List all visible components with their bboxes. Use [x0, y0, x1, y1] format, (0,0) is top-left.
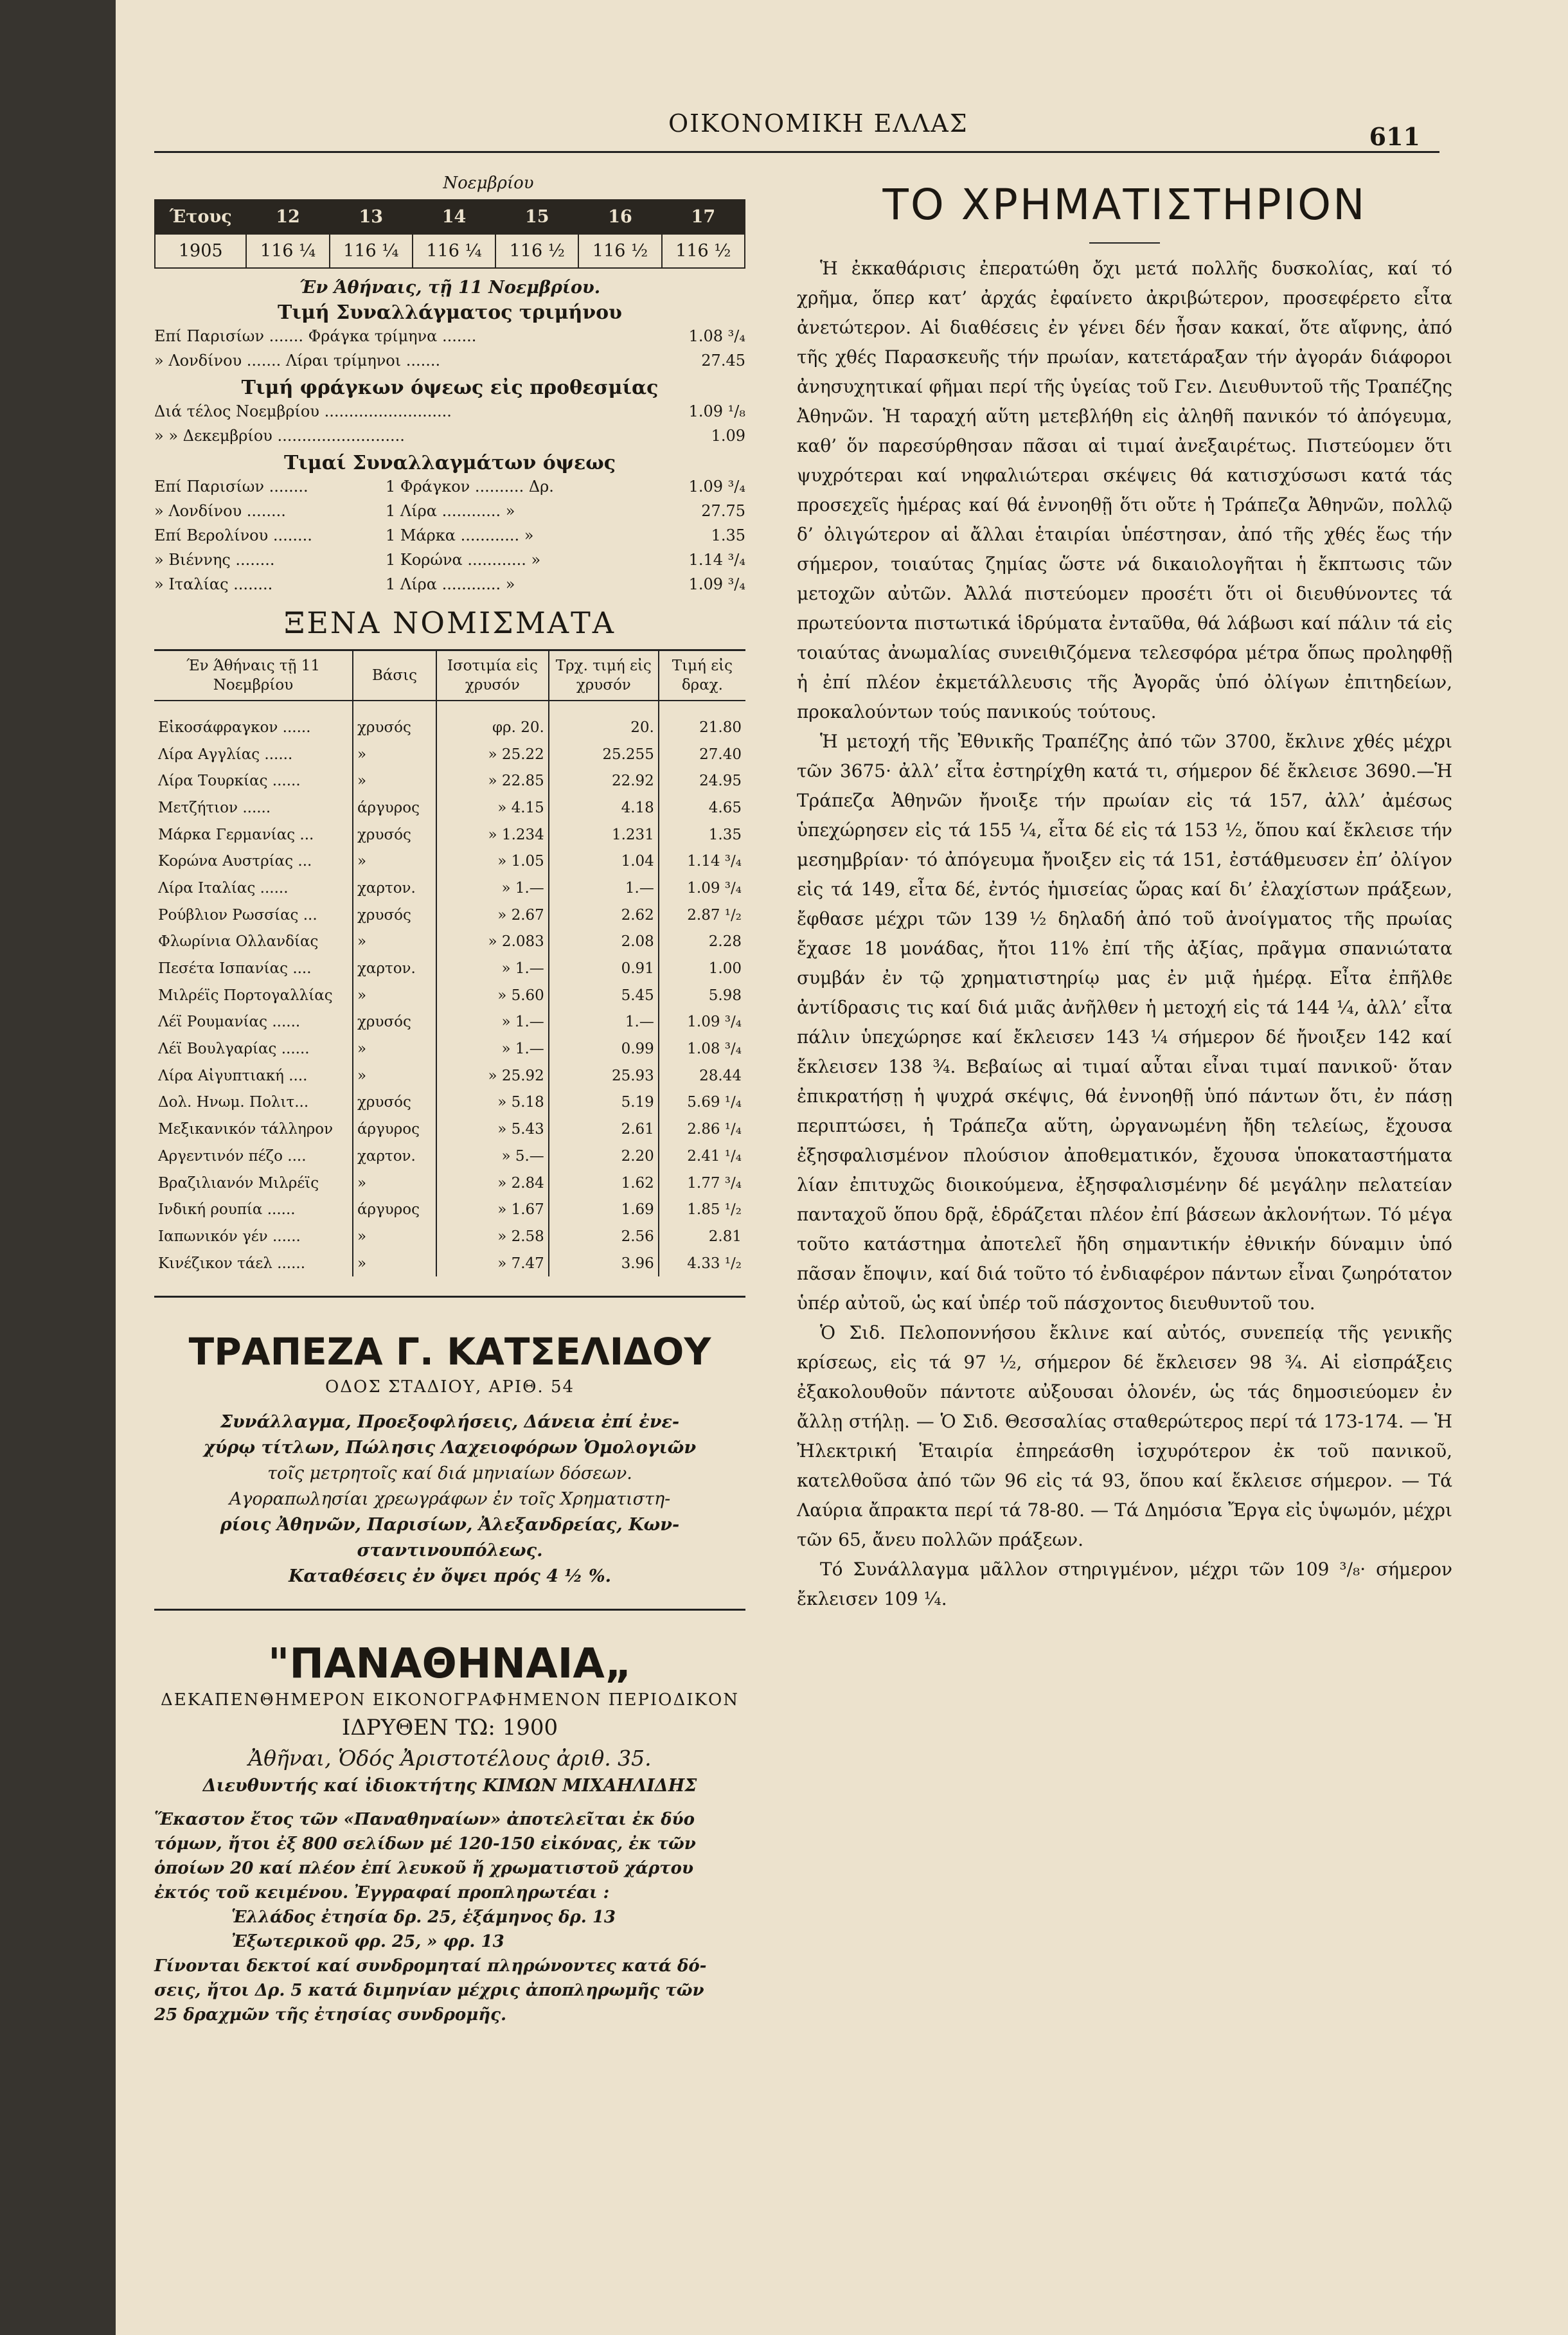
table-cell: 2.87 ¹/₂	[659, 902, 745, 929]
table-cell: »	[353, 1223, 436, 1250]
table-cell: Μάρκα Γερμανίας ...	[158, 826, 314, 843]
table-row	[154, 767, 745, 794]
ad-text-line: Ἕκαστον ἔτος τῶν «Παναθηναίων» ἀποτελεῖται ἐκ δύο	[154, 1810, 695, 1830]
rate-label: » » Δεκεμβρίου ..........................	[154, 427, 405, 445]
table-cell: Πεσέτα Ισπανίας ....	[158, 960, 312, 978]
table-cell: χαρτον.	[353, 1143, 436, 1170]
table-cell: » 1.67	[436, 1196, 549, 1223]
table-cell: Λίρα Τουρκίας ......	[158, 773, 301, 790]
table-cell: 2.62	[549, 902, 659, 929]
header-cell: 12	[246, 200, 329, 234]
table-cell: » 1.05	[436, 848, 549, 875]
table-cell: 1.62	[549, 1170, 659, 1197]
ad-text-line: Καταθέσεις ἐν ὄψει πρός 4 ½ %.	[288, 1566, 612, 1587]
table-cell: » 5.18	[436, 1089, 549, 1116]
table-row	[154, 875, 745, 902]
article-paragraph: Ἡ ἐκκαθάρισις ἐπερατώθη ὄχι μετά πολλῆς δυσκολίας, καί τό χρῆμα, ὅπερ κατ’ ἀρχάς ἐφαίνετο ἀκριβώτερον, προσεφέρετο εἶτα ἀνετώτερον. Αἱ διαθέσεις ἐν γένει δέν ἦσαν κακαί, ὅτε αἴφνης, ἀπό τῆς χθές Παρασκευῆς τήν πρωίαν, κατετάραξαν τήν ἀγοράν διάφοροι ἀνησυχητικαί φῆμαι περί τῆς ὑγείας τοῦ Γεν. Διευθυντοῦ τῆς Τραπέζης Ἀθηνῶν. Ἡ ταραχή αὕτη μετεβλήθη εἰς ἀληθῆ πανικόν τό ἀπόγευμα, καθ’ ὅν παρεσύρθησαν πᾶσαι αἱ τιμαί ἀνεξαιρέτως. Πιστεύομεν ὅτι ψυχρότεραι καί νηφαλιώτεραι σκέψεις θά κατισχύσωσι κατά τάς προσεχεῖς ἡμέρας καί θά ἐννοηθῇ ὅτι οὔτε ἡ Τράπεζα Ἀθηνῶν, πολλῷ δ’ ὀλιγώτερον αἱ ἄλλαι ἑταιρίαι ὑπέστησαν, ἀπό τῆς χθές ἕως τήν σήμερον, τοιαύτας ζημίας ὥστε νά δικαιολογῆται ἡ ἔκπτωσις τῶν μετοχῶν αὐτῶν. Ἀλλά πιστεύομεν προσέτι ὅτι οἱ διευθύνοντες τά πρωτεύοντα πιστωτικά ἱδρύματα ἐνταῦθα, θά λάβωσι καί πάλιν τά εἰς τοιαύτας ἀνωμαλίας συνειθιζόμενα τελεσφόρα μέτρα ὅπως προληφθῇ ἡ ἐπί πλέον ἐκμετάλλευσις τῆς Ἀγορᾶς ὑπό ὀλίγων ἐπιτηδείων, προκαλούντων τούς πανικούς τούτους.	[797, 258, 1452, 722]
table-cell: 5.45	[549, 982, 659, 1009]
table-cell: Μιλρέϊς Πορτογαλλίας	[158, 987, 333, 1004]
panathinaia-body	[154, 1807, 745, 2027]
table-cell: 4.33 ¹/₂	[659, 1250, 745, 1277]
table-cell: » 7.47	[436, 1250, 549, 1277]
scan-border	[0, 0, 116, 2335]
article-title: ΤΟ ΧΡΗΜΑΤΙΣΤΗΡΙΟΝ	[882, 180, 1367, 229]
table-cell: 2.86 ¹/₄	[659, 1116, 745, 1143]
table-cell: 1.00	[659, 955, 745, 982]
right-column	[797, 174, 1452, 1614]
rate-label: » Λονδίνου ....... Λίραι τρίμηνοι .......	[154, 352, 441, 370]
ad-text-line: σταντινουπόλεως.	[357, 1541, 543, 1561]
list-item	[154, 548, 745, 572]
table-row	[154, 1143, 745, 1170]
divider	[154, 1609, 745, 1611]
table-cell: 4.18	[549, 794, 659, 821]
table-cell: 4.65	[659, 794, 745, 821]
table-cell: Δολ. Ηνωμ. Πολιτ...	[158, 1094, 309, 1111]
unit-label: 1 Λίρα ............ »	[386, 502, 515, 520]
table-row	[154, 1196, 745, 1223]
rate-label: Επί Παρισίων ....... Φράγκα τρίμηνα .......	[154, 327, 477, 345]
rate-value: 1.09 ³/₄	[688, 478, 745, 496]
table-cell: » 1.—	[436, 875, 549, 902]
ad-text-line: Ἑλλάδος ἐτησία δρ. 25, ἑξάμηνος δρ. 13	[231, 1908, 616, 1928]
article-paragraph: Ἡ μετοχή τῆς Ἐθνικῆς Τραπέζης ἀπό τῶν 3700, ἔκλινε χθές μέχρι τῶν 3675· ἀλλ’ εἶτα ἐστηρίχθη κατά τι, σήμερον δέ ἔκλεισε 3690.—Ἡ Τράπεζα Ἀθηνῶν ἤνοιξε τήν πρωίαν εἰς τά 157, ἀλλ’ ἀμέσως ὑπεχώρησεν εἰς τά 155 ¼, εἶτα δέ εἰς τά 153 ½, ὅπου καί ἔκλεισε τήν μεσημβρίαν· τό ἀπόγευμα ἤνοιξεν εἰς τά 151, ἐστάθμευσεν ἐπ’ ὀλίγον εἰς τά 149, εἶτα δέ, ἐντός ἡμισείας ὥρας καί δι’ ἐλαχίστων πράξεων, ἔφθασε μέχρι τῶν 139 ½ δηλαδή ἀπό τοῦ ἀνοίγματος τῆς πρωίας ἔχασε 18 μονάδας, ἤτοι 11% ἐπί τῆς ἀξίας, πρᾶγμα σπανιώτατα συμβάν ἐν τῷ χρηματιστηρίῳ μας ἐν μιᾷ ἡμέρᾳ. Εἶτα ἐπῆλθε ἀντίδρασις τις καί διά μιᾶς ἀνῆλθεν ἡ μετοχή εἰς τά 144 ¼, ἀλλ’ εἶτα πάλιν ὑπεχώρησε καί ἔκλεισεν 143 ¼ σήμερον δέ ἤνοιξεν 142 καί ἔκλεισεν 138 ¾. Βεβαίως αἱ τιμαί αὗται εἶναι τιμαί πανικοῦ· ὅταν ἐπικρατήσῃ ἡ ψυχρά σκέψις, θά ἐννοηθῇ ὑπό πάντων ὅτι, ἐν πάσῃ περιπτώσει, ἡ Τράπεζα αὕτη, ὠργανωμένη ἤδη τελείως, ἔχουσα ἐξησφαλισμένον πλούσιον ἀποθεματικόν, ἔχουσα ὑποκαταστήματα λίαν ἐπιτυχῶς διοικούμενα, ἐξησφαλισμένην δέ μεγάλην πελατείαν πανταχοῦ ὅπου δρᾷ, ἑδράζεται πλέον ἐπί βάσεων ἀκλονήτων. Τό μέγα τοῦτο κατάστημα ἀποτελεῖ ἤδη σημαντικήν ἐθνικήν δύναμιν ὑπό πᾶσαν ἔποψιν, καί διά τοῦτο τό ἐνδιαφέρον πάντων εἶναι ζωηρότατον ὑπέρ αὐτοῦ, ὡς καί ὑπέρ τοῦ πάσχοντος διευθυντοῦ του.	[797, 731, 1452, 1314]
foreign-currency-table	[154, 649, 745, 1276]
foreign-currency-title: ΞΕΝΑ ΝΟΜΙΣΜΑΤΑ	[283, 605, 616, 640]
table-cell: » 1.—	[436, 1035, 549, 1062]
table-cell: »	[353, 1035, 436, 1062]
table-row	[155, 234, 745, 268]
table-cell: 1.35	[659, 821, 745, 848]
table-cell: 2.20	[549, 1143, 659, 1170]
rate-value: 27.45	[701, 352, 745, 370]
header-cell: Έν Άθήναις τῇ 11 Νοεμβρίου	[154, 650, 353, 701]
rate-value: 27.75	[701, 502, 745, 520]
panathinaia-founded: ΙΔΡΥΘΕΝ ΤΩ: 1900	[341, 1715, 558, 1741]
table-cell: 5.69 ¹/₄	[659, 1089, 745, 1116]
table-cell: χρυσός	[353, 821, 436, 848]
header-cell: Έτους	[155, 200, 246, 234]
ad-text-line: Αγοραπωλησίαι χρεωγράφων ἐν τοῖς Χρηματιστη-	[229, 1489, 671, 1510]
table-row	[154, 1170, 745, 1197]
table-cell: Ρούβλιον Ρωσσίας ...	[158, 906, 317, 924]
header-cell: Βάσις	[353, 650, 436, 701]
table-cell: Μεξικανικόν τάλληρον	[158, 1121, 334, 1138]
table-cell: 1.04	[549, 848, 659, 875]
table-cell: 2.28	[659, 929, 745, 956]
table-row	[154, 821, 745, 848]
table-cell: »	[353, 1062, 436, 1089]
table-cell: 116 ¼	[246, 234, 329, 268]
table-cell: » 1.—	[436, 955, 549, 982]
table-cell: 28.44	[659, 1062, 745, 1089]
table-cell: » 2.67	[436, 902, 549, 929]
table-cell: 1.14 ³/₄	[659, 848, 745, 875]
table-cell: Ινδική ρουπία ......	[158, 1201, 296, 1219]
table-cell: χρυσός	[353, 1089, 436, 1116]
header-cell: 16	[578, 200, 661, 234]
table-row	[154, 929, 745, 956]
table-cell: » 2.083	[436, 929, 549, 956]
table-cell: Λέϊ Ρουμανίας ......	[158, 1014, 301, 1031]
table-cell: 1.231	[549, 821, 659, 848]
header-cell: Τιμή εἰς δραχ.	[659, 650, 745, 701]
table-cell: 1.69	[549, 1196, 659, 1223]
header-cell: 13	[330, 200, 413, 234]
city-label: » Βιέννης ........	[154, 551, 275, 569]
table-cell: χρυσός	[353, 902, 436, 929]
article-paragraph: Τό Συνάλλαγμα μᾶλλον στηριγμένον, μέχρι τῶν 109 ³/₈· σήμερον ἔκλεισεν 109 ¼.	[797, 1559, 1452, 1609]
table-cell: 5.19	[549, 1089, 659, 1116]
table-row	[154, 848, 745, 875]
table-cell: 21.80	[659, 701, 745, 741]
panathinaia-address: Ἀθῆναι, Ὁδός Ἀριστοτέλους ἀριθ. 35.	[248, 1746, 652, 1771]
table-cell: άργυρος	[353, 794, 436, 821]
unit-label: 1 Μάρκα ............ »	[386, 526, 534, 544]
list-item	[154, 523, 745, 548]
ad-text-line: Συνάλλαγμα, Προεξοφλήσεις, Δάνεια ἐπί ἐνε-	[220, 1412, 680, 1433]
table-cell: 116 ¼	[413, 234, 495, 268]
franc-sight-title: Τιμή φράγκων όψεως εἰς προθεσμίας	[241, 377, 659, 399]
table-cell: Λέϊ Βουλγαρίας ......	[158, 1041, 310, 1058]
table-cell: 1.—	[549, 1009, 659, 1036]
table-cell: άργυρος	[353, 1116, 436, 1143]
divider	[154, 1296, 745, 1298]
article-paragraph: Ὁ Σιδ. Πελοποννήσου ἔκλινε καί αὐτός, συνεπείᾳ τῆς γενικῆς κρίσεως, εἰς τά 97 ½, σήμερον δέ ἔκλεισεν 98 ¾. Αἱ εἰσπράξεις ἐξακολουθοῦν πάντοτε αὐξουσαι ὁλονέν, ὡς τάς δημοσιεύομεν ἐν ἄλλῃ στήλῃ. — Ὁ Σιδ. Θεσσαλίας σταθερώτερος περί τά 173-174. — Ἡ Ἠλεκτρική Ἑταιρία ἐπηρεάσθη ἰσχυρότερον ἐκ τοῦ πανικοῦ, κατελθοῦσα ἀπό τῶν 96 εἰς τά 93, ὅπου καί ἔκλεισε σήμερον. — Τά Λαύρια ἄπρακτα περί τά 78-80. — Τά Δημόσια Ἔργα εἰς ὑψωμόν, μέχρι τῶν 65, ἄνευ πολλῶν πράξεων.	[797, 1322, 1452, 1550]
rate-value: 1.35	[711, 526, 745, 544]
table-row	[154, 794, 745, 821]
foreign-currency-rows	[154, 701, 745, 1276]
table-cell: Φλωρίνια Ολλανδίας	[158, 933, 319, 951]
athens-dateline: Έν Άθήναις, τῇ 11 Νοεμβρίου.	[299, 278, 601, 298]
table-cell: χρυσός	[353, 701, 436, 741]
ad-text-line: ὁποίων 20 καί πλέον ἐπί λευκοῦ ἤ χρωματιστοῦ χάρτου	[154, 1859, 694, 1879]
table-cell: 3.96	[549, 1250, 659, 1277]
table-cell: 1.08 ³/₄	[659, 1035, 745, 1062]
header-cell: 17	[662, 200, 745, 234]
table-cell: 25.255	[549, 741, 659, 768]
header-cell: Ισοτιμία εἰς χρυσόν	[436, 650, 549, 701]
table-cell: Λίρα Αἰγυπτιακή ....	[158, 1067, 308, 1084]
panathinaia-director: Διευθυντής καί ἰδιοκτήτης ΚΙΜΩΝ ΜΙΧΑΗΛΙΔΗΣ	[202, 1776, 697, 1796]
table-cell: »	[353, 741, 436, 768]
panathinaia-subtitle: ΔΕΚΑΠΕΝΘΗΜΕΡΟΝ ΕΙΚΟΝΟΓΡΑΦΗΜΕΝΟΝ ΠΕΡΙΟΔΙΚΟΝ	[160, 1690, 740, 1710]
table-row	[154, 1116, 745, 1143]
table-cell: Λίρα Αγγλίας ......	[158, 746, 293, 763]
rate-label: Διά τέλος Νοεμβρίου ..........................	[154, 402, 452, 420]
rate-value: 1.09	[711, 427, 745, 445]
city-label: Επί Βερολίνου ........	[154, 526, 312, 544]
table-cell: » 1.—	[436, 1009, 549, 1036]
table-cell: »	[353, 767, 436, 794]
rates-month: Νοεμβρίου	[443, 174, 534, 193]
table-cell: 2.56	[549, 1223, 659, 1250]
bank-ad-address: ΟΔΟΣ ΣΤΑΔΙΟΥ, ΑΡΙΘ. 54	[325, 1377, 575, 1397]
table-cell: φρ. 20.	[436, 701, 549, 741]
table-cell: 116 ¼	[330, 234, 413, 268]
rate-value: 1.08 ³/₄	[688, 327, 745, 345]
table-row	[154, 1089, 745, 1116]
list-item	[154, 572, 745, 596]
table-row	[154, 1250, 745, 1277]
table-cell: άργυρος	[353, 1196, 436, 1223]
table-header-row	[155, 200, 745, 234]
page-number: 611	[1369, 122, 1420, 151]
table-cell: »	[353, 929, 436, 956]
table-cell: Βραζιλιανόν Μιλρέϊς	[158, 1174, 319, 1192]
list-item	[154, 324, 745, 348]
running-header	[129, 103, 1439, 161]
table-cell: 0.99	[549, 1035, 659, 1062]
table-cell: »	[353, 982, 436, 1009]
list-item	[154, 424, 745, 448]
table-cell: χρυσός	[353, 1009, 436, 1036]
table-cell: 22.92	[549, 767, 659, 794]
table-row	[154, 1223, 745, 1250]
header-rule	[154, 151, 1439, 153]
city-label: » Ιταλίας ........	[154, 575, 273, 593]
table-cell: 1.09 ³/₄	[659, 1009, 745, 1036]
table-cell: » 5.43	[436, 1116, 549, 1143]
table-cell: 24.95	[659, 767, 745, 794]
table-cell: 25.93	[549, 1062, 659, 1089]
table-row	[154, 1062, 745, 1089]
table-cell: 1.77 ³/₄	[659, 1170, 745, 1197]
table-cell: » 4.15	[436, 794, 549, 821]
ad-text-line: χύρῳ τίτλων, Πώλησις Λαχειοφόρων Ὁμολογιῶν	[203, 1438, 697, 1458]
list-item	[154, 474, 745, 499]
table-row	[154, 955, 745, 982]
table-cell: 2.41 ¹/₄	[659, 1143, 745, 1170]
table-cell: »	[353, 1170, 436, 1197]
rate-value: 1.14 ³/₄	[688, 551, 745, 569]
table-cell: 1905	[155, 234, 246, 268]
table-cell: 116 ½	[662, 234, 745, 268]
publication-title: ΟΙΚΟΝΟΜΙΚΗ ΕΛΛΑΣ	[668, 109, 968, 138]
table-cell: 1.—	[549, 875, 659, 902]
ad-text-line: 25 δραχμῶν τῆς ἐτησίας συνδρομῆς.	[154, 2005, 507, 2025]
table-cell: » 1.234	[436, 821, 549, 848]
table-cell: Κορώνα Αυστρίας ...	[158, 853, 312, 870]
bank-ad-title: ΤΡΑΠΕΖΑ Γ. ΚΑΤΣΕΛΙΔΟΥ	[188, 1330, 711, 1374]
table-cell: 2.08	[549, 929, 659, 956]
table-row	[154, 741, 745, 768]
table-cell: » 25.22	[436, 741, 549, 768]
table-cell: 20.	[549, 701, 659, 741]
header-cell: 15	[495, 200, 578, 234]
list-item	[154, 399, 745, 424]
ad-text-line: τοῖς μετρητοῖς καί διά μηνιαίων δόσεων.	[267, 1463, 632, 1484]
city-label: » Λονδίνου ........	[154, 502, 286, 520]
table-cell: » 22.85	[436, 767, 549, 794]
header-cell: 14	[413, 200, 495, 234]
table-cell: 5.98	[659, 982, 745, 1009]
list-item	[154, 499, 745, 523]
sight-rates-title: Τιμαί Συναλλαγμάτων όψεως	[283, 452, 616, 474]
table-cell: » 2.84	[436, 1170, 549, 1197]
unit-label: 1 Κορώνα ............ »	[386, 551, 541, 569]
table-row	[154, 982, 745, 1009]
three-month-title: Τιμή Συναλλάγματος τριμήνου	[278, 301, 622, 324]
title-rule	[1089, 242, 1160, 244]
table-cell: 116 ½	[495, 234, 578, 268]
table-header-row	[154, 650, 745, 701]
table-cell: Ιαπωνικόν γέν ......	[158, 1228, 301, 1245]
table-cell: Εἰκοσάφραγκον ......	[158, 719, 311, 736]
table-row	[154, 902, 745, 929]
table-cell: 1.09 ³/₄	[659, 875, 745, 902]
unit-label: 1 Φράγκον .......... Δρ.	[386, 478, 554, 496]
ad-text-line: Γίνονται δεκτοί καί συνδρομηταί πληρώνοντες κατά δό-	[154, 1956, 707, 1976]
header-cell: Τρχ. τιμή εἰς χρυσόν	[549, 650, 659, 701]
ad-text-line: τόμων, ἤτοι ἐξ 800 σελίδων μέ 120-150 εἰκόνας, ἐκ τῶν	[154, 1834, 696, 1854]
table-cell: χαρτον.	[353, 875, 436, 902]
table-cell: » 5.—	[436, 1143, 549, 1170]
daily-rates-table	[154, 199, 745, 269]
list-item	[154, 348, 745, 373]
table-cell: Λίρα Ιταλίας ......	[158, 879, 289, 897]
ad-text-line: Ἐξωτερικοῦ φρ. 25, » φρ. 13	[231, 1932, 504, 1952]
ad-text-line: σεις, ἤτοι Δρ. 5 κατά διμηνίαν μέχρις ἀποπληρωμῆς τῶν	[154, 1981, 704, 2001]
table-row	[154, 701, 745, 741]
bank-ad-body	[154, 1409, 745, 1589]
table-cell: 1.85 ¹/₂	[659, 1196, 745, 1223]
unit-label: 1 Λίρα ............ »	[386, 575, 515, 593]
ad-text-line: ρίοις Ἀθηνῶν, Παρισίων, Ἀλεξανδρείας, Κων-	[220, 1515, 680, 1535]
rate-value: 1.09 ³/₄	[688, 575, 745, 593]
city-label: Επί Παρισίων ........	[154, 478, 308, 496]
table-cell: 116 ½	[578, 234, 661, 268]
panathinaia-title: "ΠΑΝΑΘΗΝΑΙΑ„	[268, 1640, 632, 1688]
table-cell: Κινέζικον τάελ ......	[158, 1255, 306, 1272]
table-cell: Αργεντινόν πέζο ....	[158, 1147, 307, 1165]
table-cell: Μετζήτιον ......	[158, 799, 271, 816]
table-cell: 2.61	[549, 1116, 659, 1143]
table-cell: 0.91	[549, 955, 659, 982]
table-cell: χαρτον.	[353, 955, 436, 982]
table-cell: » 25.92	[436, 1062, 549, 1089]
table-cell: »	[353, 1250, 436, 1277]
table-row	[154, 1009, 745, 1036]
table-cell: » 5.60	[436, 982, 549, 1009]
rate-value: 1.09 ¹/₈	[688, 402, 745, 420]
table-cell: 2.81	[659, 1223, 745, 1250]
left-column	[154, 174, 745, 2027]
table-cell: » 2.58	[436, 1223, 549, 1250]
table-cell: »	[353, 848, 436, 875]
table-row	[154, 1035, 745, 1062]
table-cell: 27.40	[659, 741, 745, 768]
ad-text-line: ἐκτός τοῦ κειμένου. Ἐγγραφαί προπληρωτέαι :	[154, 1883, 610, 1903]
